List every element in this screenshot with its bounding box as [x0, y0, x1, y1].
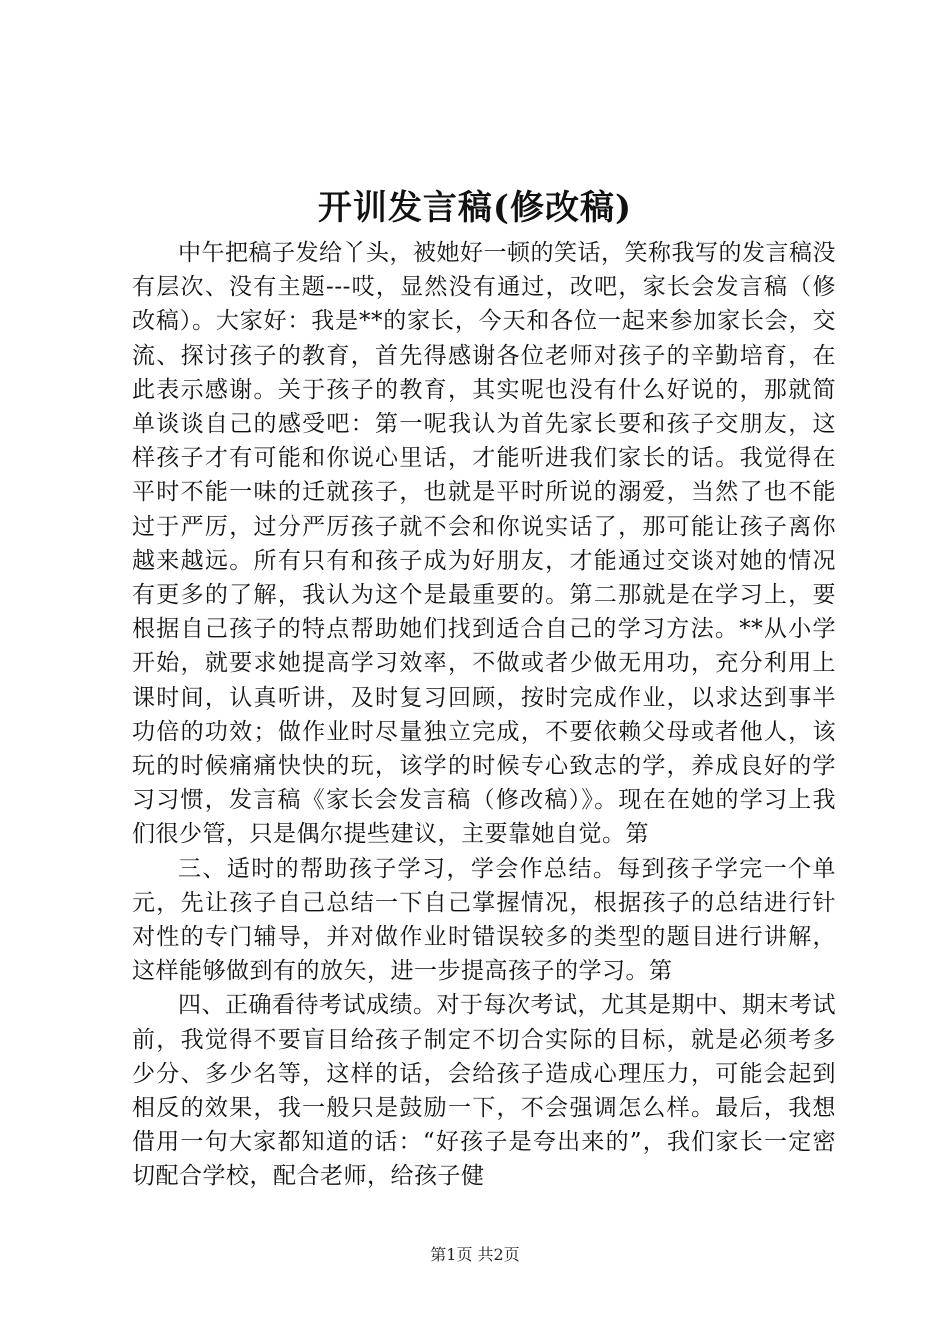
paragraph-2: 三、适时的帮助孩子学习，学会作总结。每到孩子学完一个单元，先让孩子自己总结一下自己掌握情况，根据孩子的总结进行针对性的专门辅导，并对做作业时错误较多的类型的题目进行讲解，这样能够做到有的放矢，进一步提高孩子的学习。第	[132, 855, 836, 985]
page-number-footer: 第1页 共2页	[430, 1245, 520, 1264]
document-body	[132, 236, 836, 1194]
document-title: 开训发言稿(修改稿)	[317, 188, 633, 228]
paragraph-1: 中午把稿子发给丫头，被她好一顿的笑话，笑称我写的发言稿没有层次、没有主题---哎，显然没有通过，改吧，家长会发言稿（修改稿）。大家好：我是**的家长，今天和各位一起来参加家长会，交流、探讨孩子的教育，首先得感谢各位老师对孩子的辛勤培育，在此表示感谢。关于孩子的教育，其实呢也没有什么好说的，那就简单谈谈自己的感受吧：第一呢我认为首先家长要和孩子交朋友，这样孩子才有可能和你说心里话，才能听进我们家长的话。我觉得在平时不能一味的迁就孩子，也就是平时所说的溺爱，当然了也不能过于严厉，过分严厉孩子就不会和你说实话了，那可能让孩子离你越来越远。所有只有和孩子成为好朋友，才能通过交谈对她的情况有更多的了解，我认为这个是最重要的。第二那就是在学习上，要根据自己孩子的特点帮助她们找到适合自己的学习方法。**从小学开始，就要求她提高学习效率，不做或者少做无用功，充分利用上课时间，认真听讲，及时复习回顾，按时完成作业，以求达到事半功倍的功效；做作业时尽量独立完成，不要依赖父母或者他人，该玩的时候痛痛快快的玩，该学的时候专心致志的学，养成良好的学习习惯，发言稿《家长会发言稿（修改稿）》。现在在她的学习上我们很少管，只是偶尔提些建议，主要靠她自觉。第	[132, 240, 836, 848]
paragraph-3: 四、正确看待考试成绩。对于每次考试，尤其是期中、期末考试前，我觉得不要盲目给孩子制定不切合实际的目标，就是必须考多少分、多少名等，这样的话，会给孩子造成心理压力，可能会起到相反的效果，我一般只是鼓励一下，不会强调怎么样。最后，我想借用一句大家都知道的话：“好孩子是夸出来的”，我们家长一定密切配合学校，配合老师，给孩子健	[132, 992, 836, 1190]
